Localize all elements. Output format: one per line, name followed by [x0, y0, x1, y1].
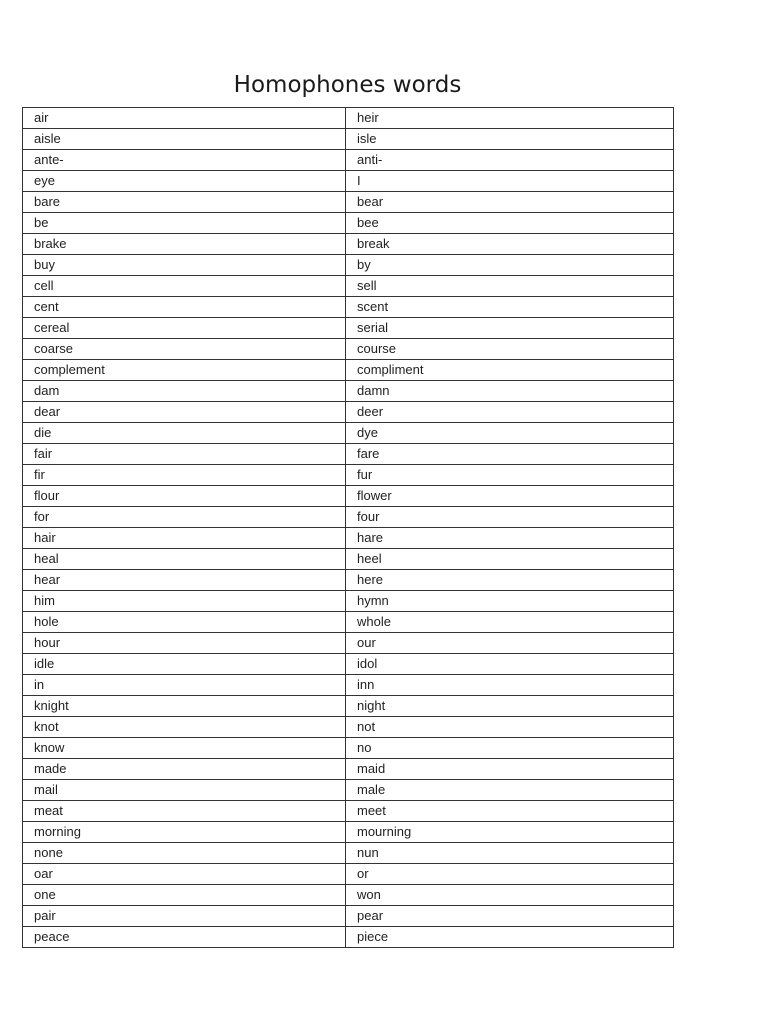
- homophone-cell: course: [346, 339, 674, 360]
- homophone-cell: nun: [346, 843, 674, 864]
- table-row: [23, 906, 674, 927]
- homophone-cell: male: [346, 780, 674, 801]
- table-row: [23, 402, 674, 423]
- word-cell: bare: [23, 192, 346, 213]
- table-row: [23, 507, 674, 528]
- homophone-cell: inn: [346, 675, 674, 696]
- homophone-cell: our: [346, 633, 674, 654]
- table-row: [23, 297, 674, 318]
- table-row: [23, 549, 674, 570]
- word-cell: cereal: [23, 318, 346, 339]
- word-cell: mail: [23, 780, 346, 801]
- homophone-cell: no: [346, 738, 674, 759]
- word-cell: buy: [23, 255, 346, 276]
- word-cell: hear: [23, 570, 346, 591]
- homophone-cell: pear: [346, 906, 674, 927]
- homophone-cell: dye: [346, 423, 674, 444]
- homophone-cell: or: [346, 864, 674, 885]
- word-cell: meat: [23, 801, 346, 822]
- word-cell: dam: [23, 381, 346, 402]
- table-row: [23, 885, 674, 906]
- homophone-cell: bee: [346, 213, 674, 234]
- table-row: [23, 339, 674, 360]
- word-cell: heal: [23, 549, 346, 570]
- table-row: [23, 675, 674, 696]
- word-cell: knot: [23, 717, 346, 738]
- table-row: [23, 591, 674, 612]
- homophone-cell: anti-: [346, 150, 674, 171]
- table-row: [23, 276, 674, 297]
- table-row: [23, 717, 674, 738]
- table-row: [23, 465, 674, 486]
- word-cell: eye: [23, 171, 346, 192]
- word-cell: cent: [23, 297, 346, 318]
- word-cell: knight: [23, 696, 346, 717]
- word-cell: none: [23, 843, 346, 864]
- homophone-cell: hare: [346, 528, 674, 549]
- table-row: [23, 738, 674, 759]
- table-row: [23, 927, 674, 948]
- table-row: [23, 801, 674, 822]
- homophone-cell: four: [346, 507, 674, 528]
- homophone-cell: won: [346, 885, 674, 906]
- table-row: [23, 570, 674, 591]
- word-cell: aisle: [23, 129, 346, 150]
- word-cell: complement: [23, 360, 346, 381]
- table-row: [23, 381, 674, 402]
- table-row: [23, 843, 674, 864]
- table-row: [23, 213, 674, 234]
- word-cell: fair: [23, 444, 346, 465]
- table-row: [23, 654, 674, 675]
- word-cell: one: [23, 885, 346, 906]
- table-row: [23, 633, 674, 654]
- word-cell: hair: [23, 528, 346, 549]
- homophone-cell: idol: [346, 654, 674, 675]
- homophone-cell: mourning: [346, 822, 674, 843]
- table-row: [23, 150, 674, 171]
- homophone-cell: scent: [346, 297, 674, 318]
- word-cell: him: [23, 591, 346, 612]
- homophone-cell: damn: [346, 381, 674, 402]
- word-cell: flour: [23, 486, 346, 507]
- table-row: [23, 255, 674, 276]
- word-cell: brake: [23, 234, 346, 255]
- word-cell: dear: [23, 402, 346, 423]
- table-row: [23, 780, 674, 801]
- homophone-cell: by: [346, 255, 674, 276]
- homophone-cell: compliment: [346, 360, 674, 381]
- homophone-cell: maid: [346, 759, 674, 780]
- homophones-table: [22, 107, 674, 948]
- word-cell: peace: [23, 927, 346, 948]
- table-body: [23, 108, 674, 948]
- word-cell: morning: [23, 822, 346, 843]
- table-row: [23, 108, 674, 129]
- table-row: [23, 423, 674, 444]
- word-cell: oar: [23, 864, 346, 885]
- table-row: [23, 528, 674, 549]
- homophone-cell: isle: [346, 129, 674, 150]
- homophone-cell: flower: [346, 486, 674, 507]
- table-row: [23, 759, 674, 780]
- table-row: [23, 318, 674, 339]
- homophone-cell: meet: [346, 801, 674, 822]
- word-cell: for: [23, 507, 346, 528]
- table-row: [23, 129, 674, 150]
- word-cell: ante-: [23, 150, 346, 171]
- homophone-cell: night: [346, 696, 674, 717]
- table-row: [23, 192, 674, 213]
- homophone-cell: here: [346, 570, 674, 591]
- word-cell: pair: [23, 906, 346, 927]
- homophone-cell: bear: [346, 192, 674, 213]
- page-title: Homophones words: [233, 72, 462, 98]
- word-cell: made: [23, 759, 346, 780]
- homophone-cell: heir: [346, 108, 674, 129]
- table-row: [23, 171, 674, 192]
- homophone-cell: not: [346, 717, 674, 738]
- table-row: [23, 696, 674, 717]
- table-row: [23, 864, 674, 885]
- homophone-cell: I: [346, 171, 674, 192]
- homophone-cell: hymn: [346, 591, 674, 612]
- homophone-cell: fur: [346, 465, 674, 486]
- table-row: [23, 612, 674, 633]
- table-row: [23, 486, 674, 507]
- homophone-cell: break: [346, 234, 674, 255]
- homophone-cell: serial: [346, 318, 674, 339]
- homophone-cell: heel: [346, 549, 674, 570]
- homophone-cell: fare: [346, 444, 674, 465]
- word-cell: know: [23, 738, 346, 759]
- table-row: [23, 822, 674, 843]
- homophone-cell: piece: [346, 927, 674, 948]
- table-row: [23, 444, 674, 465]
- homophone-cell: deer: [346, 402, 674, 423]
- word-cell: fir: [23, 465, 346, 486]
- word-cell: in: [23, 675, 346, 696]
- homophone-cell: whole: [346, 612, 674, 633]
- word-cell: idle: [23, 654, 346, 675]
- word-cell: cell: [23, 276, 346, 297]
- word-cell: hour: [23, 633, 346, 654]
- word-cell: coarse: [23, 339, 346, 360]
- table-row: [23, 234, 674, 255]
- word-cell: die: [23, 423, 346, 444]
- word-cell: air: [23, 108, 346, 129]
- homophone-cell: sell: [346, 276, 674, 297]
- word-cell: be: [23, 213, 346, 234]
- word-cell: hole: [23, 612, 346, 633]
- table-row: [23, 360, 674, 381]
